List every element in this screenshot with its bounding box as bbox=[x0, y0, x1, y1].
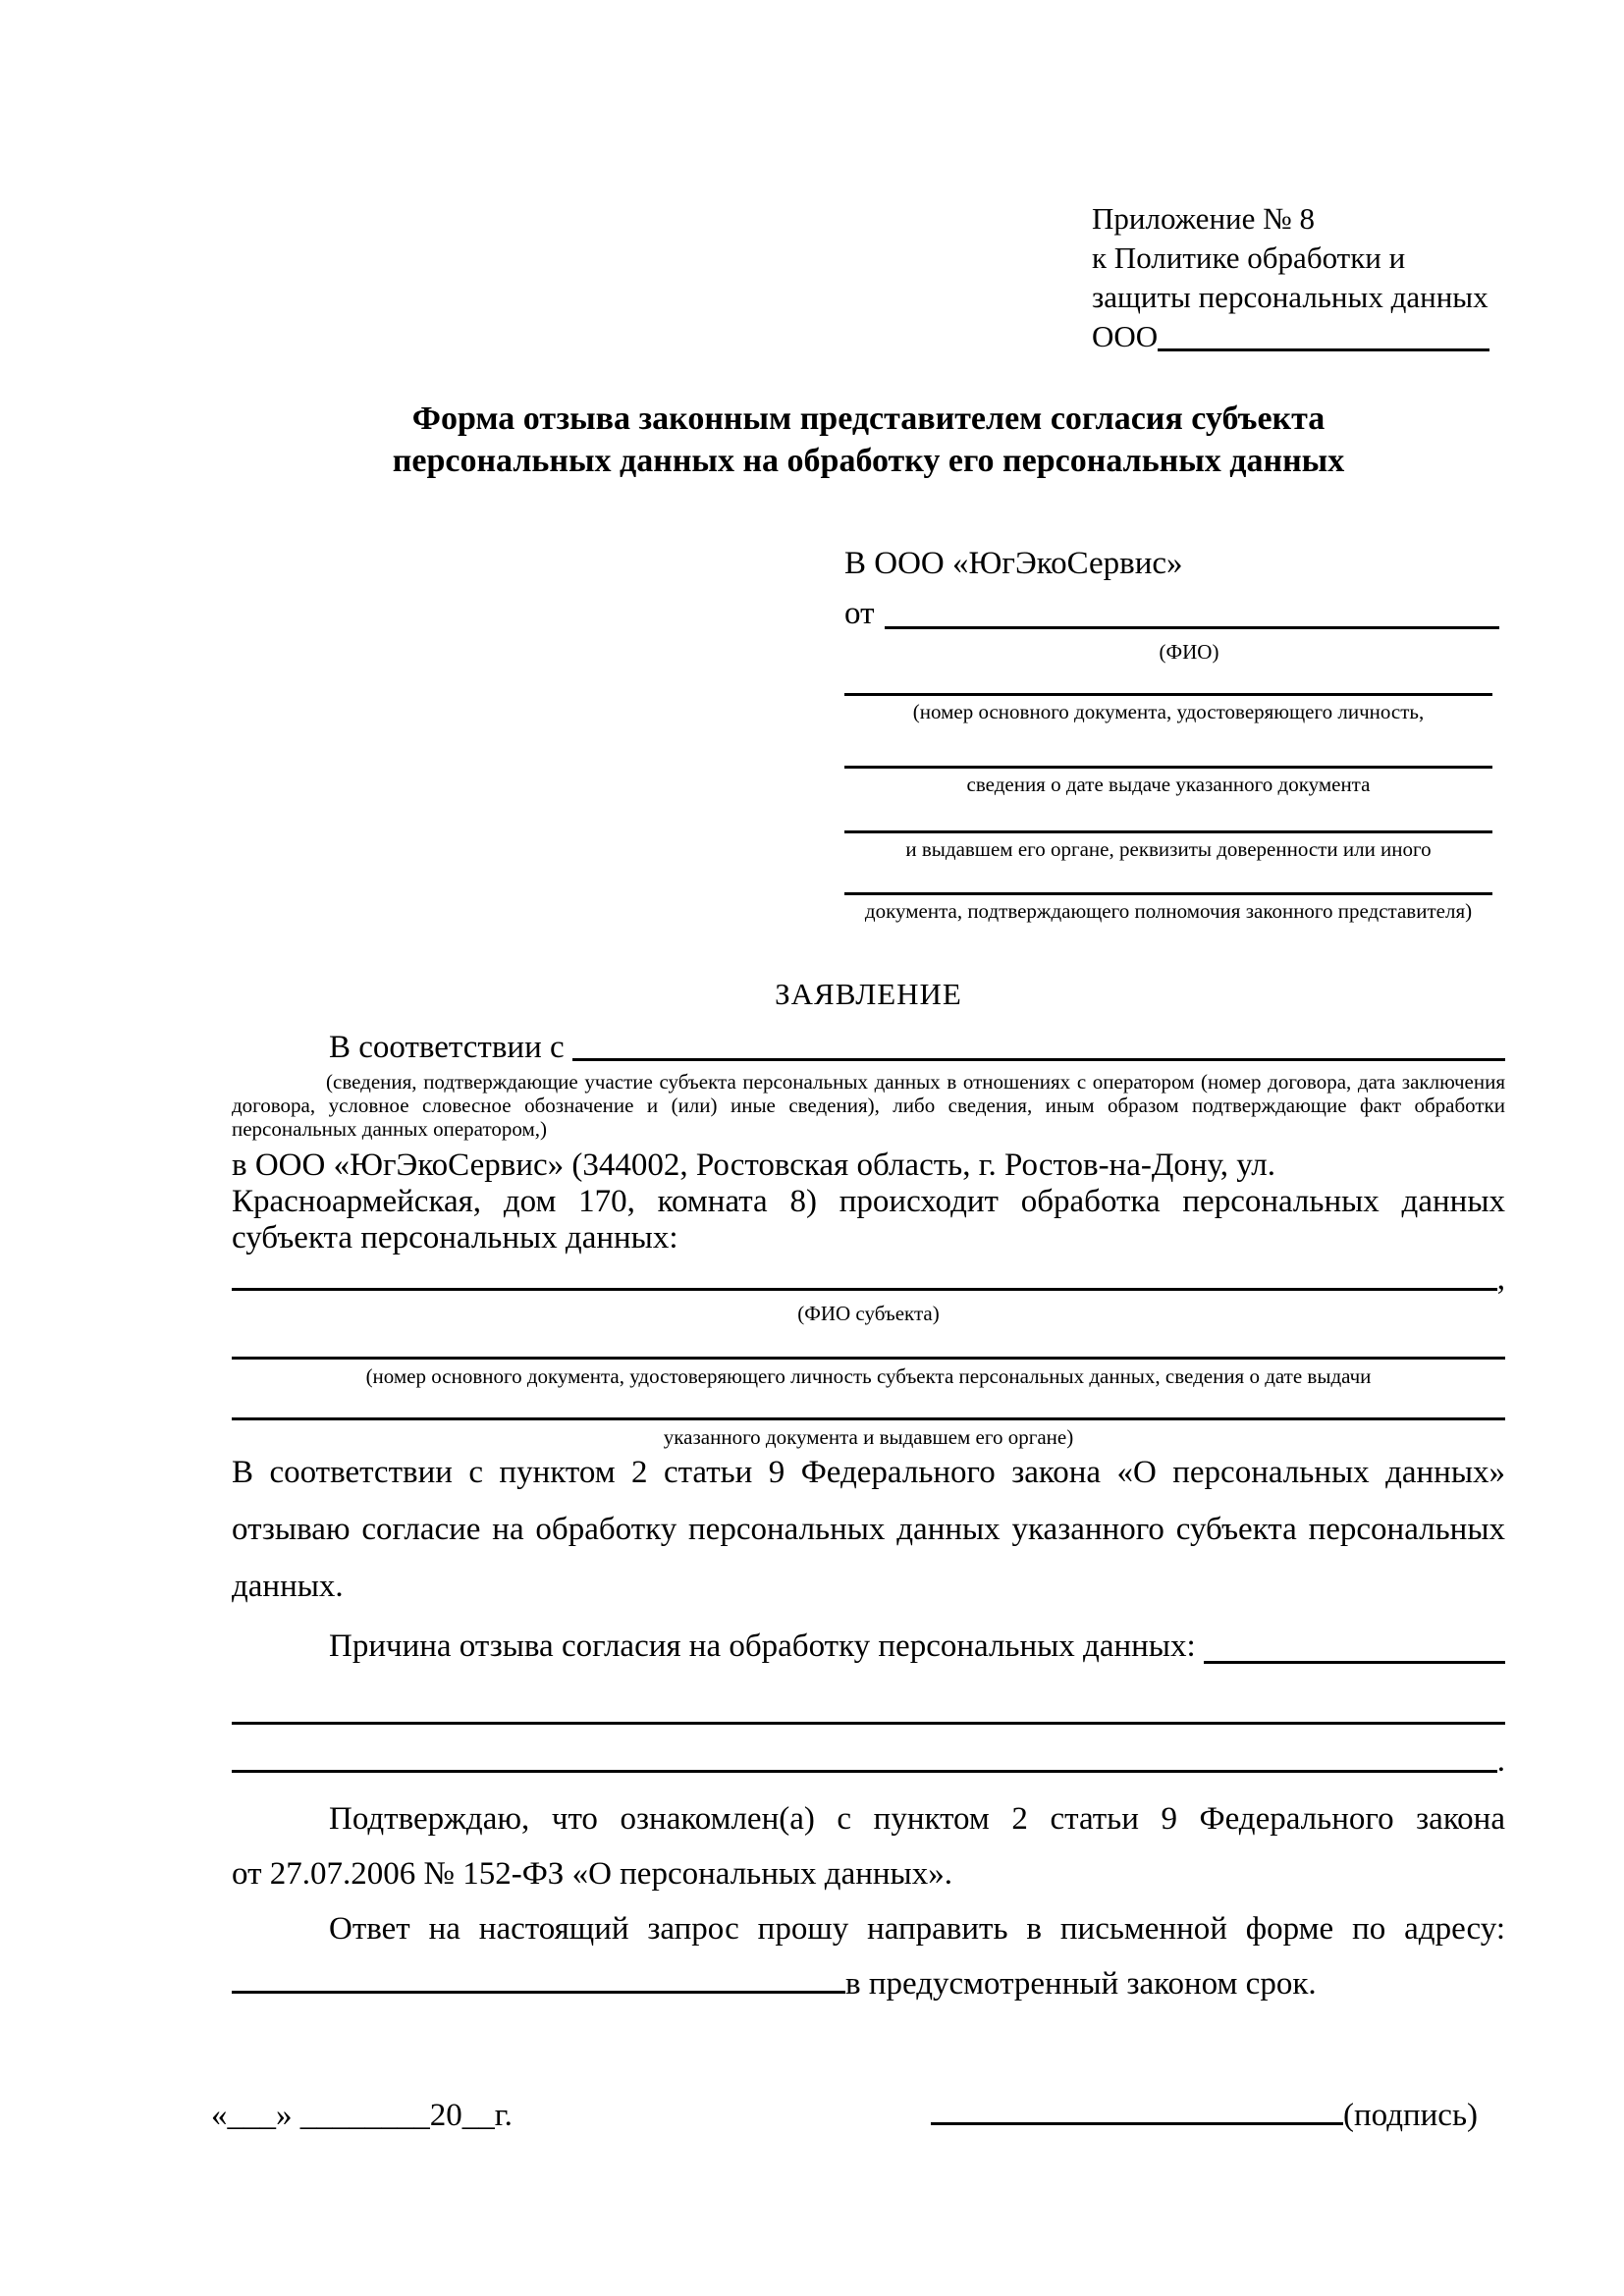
representative-doc-field-1 bbox=[844, 693, 1492, 723]
in-accordance-label: В соответствии с bbox=[329, 1030, 565, 1065]
signature-blank-line bbox=[931, 2122, 1343, 2125]
reason-line bbox=[232, 1625, 1505, 1669]
withdrawal-paragraph-line1: В соответствии с пунктом 2 статьи 9 Федерального закона «О персональных данных» bbox=[232, 1455, 1505, 1490]
representative-doc-blank-line-3 bbox=[844, 830, 1492, 833]
representative-doc-caption-2: сведения о дате выдаче указанного документа bbox=[966, 773, 1371, 796]
representative-doc-field-2 bbox=[844, 766, 1492, 796]
confirmation-paragraph-line1: Подтверждаю, что ознакомлен(а) с пунктом 2 статьи 9 Федерального закона bbox=[329, 1801, 1505, 1837]
withdrawal-paragraph-line3: данных. bbox=[232, 1569, 344, 1604]
reply-request-line1: Ответ на настоящий запрос прошу направить в письменной форме по адресу: bbox=[329, 1911, 1505, 1947]
from-label: от bbox=[844, 596, 875, 631]
subject-doc-caption-2: указанного документа и выдавшем его органе) bbox=[663, 1425, 1074, 1449]
addressee-organization: В ООО «ЮгЭкоСервис» bbox=[844, 546, 1183, 581]
representative-doc-caption-4: документа, подтверждающего полномочия законного представителя) bbox=[864, 899, 1473, 923]
organization-prefix: ООО bbox=[1092, 319, 1159, 353]
processing-paragraph bbox=[232, 1148, 1505, 1256]
fio-caption: (ФИО) bbox=[1159, 640, 1219, 664]
representative-doc-field-4 bbox=[844, 892, 1492, 923]
date-placeholder: «___» ________20__г. bbox=[211, 2098, 513, 2133]
reason-blank-line-2-row bbox=[232, 1745, 1505, 1778]
accordance-footnote: (сведения, подтверждающие участие субъекта персональных данных в отношениях с оператором (номер договора, дата заключения договора, условное словесное обозначение и (или) иные сведения), либо сведения, иным образом подтверждающие факт обработки персональных данных оператором,) bbox=[232, 1070, 1505, 1141]
reply-request-paragraph bbox=[232, 1901, 1505, 2011]
statement-heading: ЗАЯВЛЕНИЕ bbox=[775, 977, 962, 1011]
appendix-policy-line1: к Политике обработки и bbox=[1092, 240, 1406, 275]
subject-fio-caption: (ФИО субъекта) bbox=[797, 1302, 940, 1325]
reason-blank-line-short bbox=[1204, 1625, 1505, 1664]
document-title bbox=[232, 398, 1505, 482]
representative-doc-field-3 bbox=[844, 830, 1492, 861]
subject-fio-comma: , bbox=[1496, 1261, 1505, 1297]
processing-paragraph-line1: в ООО «ЮгЭкоСервис» (344002, Ростовская область, г. Ростов-на-Дону, ул. bbox=[232, 1148, 1275, 1183]
withdrawal-paragraph bbox=[232, 1444, 1505, 1615]
confirmation-paragraph bbox=[232, 1791, 1505, 1901]
accordance-blank-line bbox=[572, 1029, 1505, 1061]
document-title-line1: Форма отзыва законным представителем согласия субъекта bbox=[411, 400, 1326, 437]
appendix-header bbox=[1092, 199, 1489, 356]
representative-doc-caption-3: и выдавшем его органе, реквизиты доверенности или иного bbox=[905, 837, 1432, 861]
organization-name-blank-line bbox=[1158, 317, 1489, 351]
reason-label: Причина отзыва согласия на обработку персональных данных: bbox=[329, 1629, 1196, 1664]
subject-doc-caption-1: (номер основного документа, удостоверяющего личность субъекта персональных данных, сведения о дате выдачи bbox=[365, 1364, 1372, 1388]
subject-fio-blank-line bbox=[232, 1263, 1497, 1291]
signature-row bbox=[211, 2096, 1505, 2135]
reason-blank-line-2 bbox=[232, 1745, 1497, 1773]
document-title-line2: персональных данных на обработку его персональных данных bbox=[392, 443, 1345, 479]
subject-doc-blank-line-2 bbox=[232, 1417, 1505, 1420]
reason-blank-line-1 bbox=[232, 1722, 1505, 1725]
signature-caption: (подпись) bbox=[1343, 2098, 1478, 2133]
confirmation-paragraph-line2: от 27.07.2006 № 152-ФЗ «О персональных данных». bbox=[232, 1856, 952, 1892]
withdrawal-paragraph-line2: отзываю согласие на обработку персональных данных указанного субъекта персональных bbox=[232, 1512, 1505, 1547]
from-line bbox=[844, 593, 1499, 634]
subject-doc-blank-line-1 bbox=[232, 1357, 1505, 1360]
representative-doc-blank-line-1 bbox=[844, 693, 1492, 696]
processing-paragraph-line2: Красноармейская, дом 170, комната 8) происходит обработка персональных данных bbox=[232, 1184, 1505, 1219]
reply-address-blank-line bbox=[232, 1991, 845, 1994]
representative-doc-blank-line-2 bbox=[844, 766, 1492, 769]
reply-request-line2 bbox=[232, 1956, 1505, 2011]
reason-trailing-period: . bbox=[1496, 1743, 1505, 1779]
representative-doc-blank-line-4 bbox=[844, 892, 1492, 895]
subject-fio-line bbox=[232, 1263, 1505, 1296]
appendix-policy-line2: защиты персональных данных bbox=[1092, 280, 1489, 314]
signature-area bbox=[931, 2096, 1478, 2135]
in-accordance-line bbox=[232, 1029, 1505, 1066]
appendix-organization-line bbox=[1092, 317, 1489, 356]
appendix-number: Приложение № 8 bbox=[1092, 201, 1315, 236]
processing-paragraph-line3: субъекта персональных данных: bbox=[232, 1220, 678, 1255]
representative-doc-caption-1: (номер основного документа, удостоверяющего личность, bbox=[912, 700, 1425, 723]
reply-request-line2-text: в предусмотренный законом срок. bbox=[845, 1966, 1317, 2002]
representative-name-blank-line bbox=[885, 593, 1500, 629]
